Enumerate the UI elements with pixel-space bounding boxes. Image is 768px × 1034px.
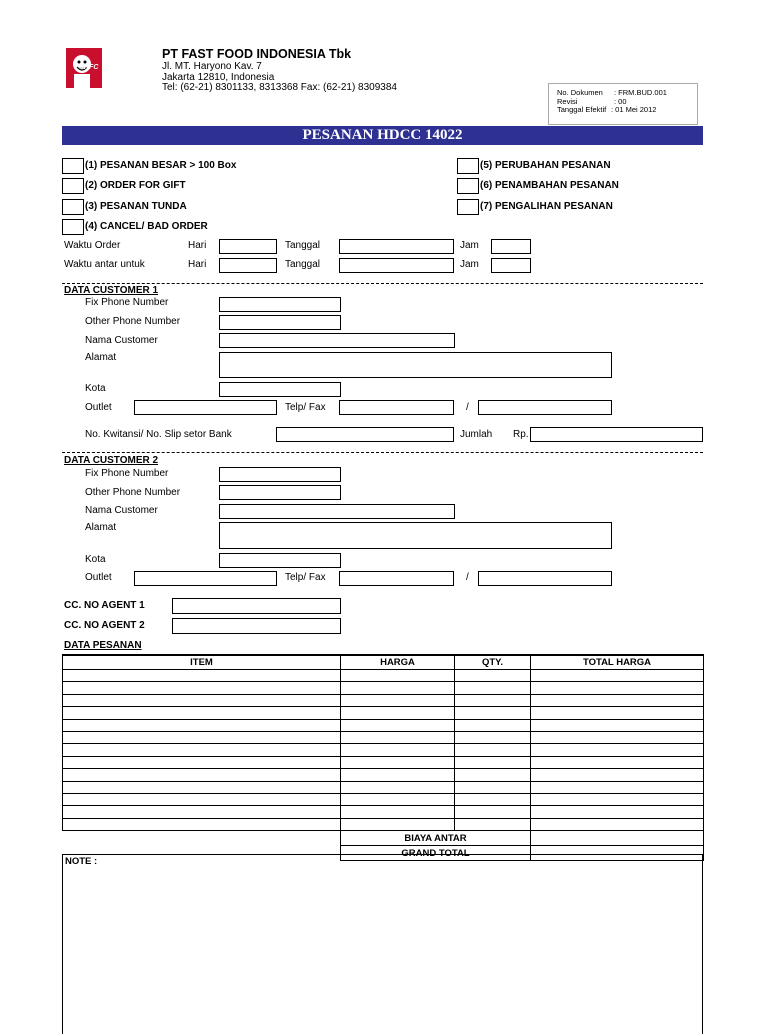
table-cell[interactable] [455,694,531,706]
delivery-time-label: Waktu antar untuk [64,259,145,270]
delivery-date-label: Tanggal [285,259,321,270]
table-cell[interactable] [341,707,455,719]
checkbox-option-7[interactable] [457,199,479,215]
c2-slash: / [466,572,469,583]
table-cell[interactable] [531,769,704,781]
table-cell[interactable] [531,793,704,805]
blank-cell [63,831,341,846]
option-6-label: (6) PENAMBAHAN PESANAN [480,180,619,191]
order-date-input[interactable] [339,239,454,254]
order-table [62,654,704,861]
c1-fix-phone-label: Fix Phone Number [85,297,169,308]
customer2-heading: DATA CUSTOMER 2 [64,455,159,466]
option-4-label: (4) CANCEL/ BAD ORDER [85,221,208,232]
c1-other-phone-label: Other Phone Number [85,316,181,327]
doc-info-box [548,83,698,125]
revision-value: : 00 [614,97,627,106]
table-cell[interactable] [63,806,341,818]
table-row[interactable] [63,744,704,756]
c2-fix-phone-label: Fix Phone Number [85,468,169,479]
checkbox-option-3[interactable] [62,199,84,215]
checkbox-option-1[interactable] [62,158,84,174]
table-cell[interactable] [63,756,341,768]
table-row[interactable] [63,769,704,781]
table-cell[interactable] [455,670,531,682]
agent2-input[interactable] [172,618,341,634]
table-cell[interactable] [63,769,341,781]
table-cell[interactable] [531,694,704,706]
table-cell[interactable] [341,744,455,756]
table-cell[interactable] [63,670,341,682]
col-total: TOTAL HARGA [531,655,704,670]
c2-fax-input[interactable] [478,571,612,586]
company-address-2: Jakarta 12810, Indonesia [162,72,275,83]
customer1-heading: DATA CUSTOMER 1 [64,285,159,296]
c2-city-label: Kota [85,554,106,565]
table-cell[interactable] [455,793,531,805]
agent1-label: CC. NO AGENT 1 [64,600,145,611]
option-7-label: (7) PENGALIHAN PESANAN [480,201,613,212]
c2-outlet-label: Outlet [85,572,112,583]
agent1-input[interactable] [172,598,341,614]
revision-label: Revisi [557,97,578,106]
table-cell[interactable] [63,731,341,743]
table-cell[interactable] [455,818,531,830]
delivery-fee-value[interactable] [531,831,704,846]
c2-telp-fax-label: Telp/ Fax [285,572,326,583]
table-cell[interactable] [63,719,341,731]
table-cell[interactable] [455,682,531,694]
company-phone: Tel: (62-21) 8301133, 8313368 Fax: (62-21) 8309384 [162,82,397,93]
c2-telp-input[interactable] [339,571,454,586]
page-title: PESANAN HDCC 14022 [302,127,463,143]
delivery-date-input[interactable] [339,258,454,273]
c1-city-label: Kota [85,383,106,394]
c2-outlet-input[interactable] [134,571,277,586]
c2-fix-phone-input[interactable] [219,467,341,482]
table-cell[interactable] [455,756,531,768]
grand-total-label: GRAND TOTAL [341,846,531,861]
table-row[interactable] [63,682,704,694]
table-cell[interactable] [63,682,341,694]
table-row[interactable] [63,731,704,743]
c2-address-input[interactable] [219,522,612,549]
c1-receipt-input[interactable] [276,427,454,442]
order-table-header [63,655,704,670]
table-row[interactable] [63,806,704,818]
c1-other-phone-input[interactable] [219,315,341,330]
table-cell[interactable] [341,719,455,731]
c2-name-label: Nama Customer [85,505,158,516]
table-row[interactable] [63,670,704,682]
c2-other-phone-input[interactable] [219,485,341,500]
table-cell[interactable] [455,731,531,743]
c1-name-label: Nama Customer [85,335,158,346]
table-cell[interactable] [341,793,455,805]
table-cell[interactable] [63,818,341,830]
table-cell[interactable] [531,806,704,818]
c1-amount-input[interactable] [530,427,703,442]
checkbox-option-2[interactable] [62,178,84,194]
kfc-logo [66,48,102,88]
table-row[interactable] [63,781,704,793]
note-box[interactable] [62,854,703,1034]
delivery-hour-label: Jam [460,259,479,270]
table-cell[interactable] [455,744,531,756]
effective-date-value: : 01 Mei 2012 [611,105,657,114]
col-qty: QTY. [455,655,531,670]
doc-no-value: : FRM.BUD.001 [614,88,667,97]
table-cell[interactable] [341,806,455,818]
delivery-day-label: Hari [188,259,207,270]
table-cell[interactable] [531,781,704,793]
table-cell[interactable] [531,744,704,756]
table-cell[interactable] [341,694,455,706]
doc-no-label: No. Dokumen [557,88,603,97]
note-label: NOTE : [65,856,98,867]
order-day-input[interactable] [219,239,277,254]
delivery-fee-label: BIAYA ANTAR [341,831,531,846]
c1-outlet-input[interactable] [134,400,277,415]
table-cell[interactable] [531,756,704,768]
table-row[interactable] [63,793,704,805]
order-heading: DATA PESANAN [64,640,142,651]
order-date-label: Tanggal [285,240,321,251]
c1-fax-input[interactable] [478,400,612,415]
c1-rp-label: Rp. [513,429,529,440]
c1-name-input[interactable] [219,333,455,348]
c2-address-label: Alamat [85,522,117,533]
c1-outlet-label: Outlet [85,402,112,413]
table-cell[interactable] [531,818,704,830]
table-cell[interactable] [531,719,704,731]
company-name: PT FAST FOOD INDONESIA Tbk [162,47,352,61]
table-cell[interactable] [455,769,531,781]
c1-address-input[interactable] [219,352,612,378]
logo-text: KFC [84,64,99,71]
table-cell[interactable] [455,806,531,818]
table-cell[interactable] [455,707,531,719]
c1-slash: / [466,402,469,413]
c1-amount-label: Jumlah [460,429,493,440]
order-hour-label: Jam [460,240,479,251]
delivery-fee-row [63,831,704,846]
table-cell[interactable] [455,719,531,731]
table-cell[interactable] [63,781,341,793]
divider [62,283,703,284]
delivery-hour-input[interactable] [491,258,531,273]
divider [62,452,703,453]
table-cell[interactable] [341,818,455,830]
company-address-1: Jl. MT. Haryono Kav. 7 [162,61,262,72]
table-cell[interactable] [63,793,341,805]
checkbox-option-5[interactable] [457,158,479,174]
table-cell[interactable] [341,682,455,694]
table-cell[interactable] [63,694,341,706]
table-cell[interactable] [531,731,704,743]
table-cell[interactable] [341,756,455,768]
agent2-label: CC. NO AGENT 2 [64,620,145,631]
table-cell[interactable] [63,744,341,756]
table-cell[interactable] [455,781,531,793]
table-row[interactable] [63,818,704,830]
delivery-day-input[interactable] [219,258,277,273]
table-row[interactable] [63,694,704,706]
c2-name-input[interactable] [219,504,455,519]
c1-telp-fax-label: Telp/ Fax [285,402,326,413]
table-cell[interactable] [531,707,704,719]
table-cell[interactable] [341,731,455,743]
effective-date-label: Tanggal Efektif [557,105,607,114]
table-cell[interactable] [341,781,455,793]
order-hour-input[interactable] [491,239,531,254]
c1-city-input[interactable] [219,382,341,397]
checkbox-option-6[interactable] [457,178,479,194]
order-time-label: Waktu Order [64,240,121,251]
option-2-label: (2) ORDER FOR GIFT [85,180,186,191]
table-cell[interactable] [341,670,455,682]
order-day-label: Hari [188,240,207,251]
table-cell[interactable] [341,769,455,781]
col-item: ITEM [63,655,341,670]
col-price: HARGA [341,655,455,670]
c2-city-input[interactable] [219,553,341,568]
option-5-label: (5) PERUBAHAN PESANAN [480,160,611,171]
table-row[interactable] [63,707,704,719]
title-bar [62,126,703,145]
c1-address-label: Alamat [85,352,117,363]
table-cell[interactable] [531,682,704,694]
c1-fix-phone-input[interactable] [219,297,341,312]
table-row[interactable] [63,719,704,731]
option-1-label: (1) PESANAN BESAR > 100 Box [85,160,237,171]
checkbox-option-4[interactable] [62,219,84,235]
c1-telp-input[interactable] [339,400,454,415]
table-row[interactable] [63,756,704,768]
c2-other-phone-label: Other Phone Number [85,487,181,498]
option-3-label: (3) PESANAN TUNDA [85,201,187,212]
table-cell[interactable] [63,707,341,719]
table-cell[interactable] [531,670,704,682]
c1-receipt-label: No. Kwitansi/ No. Slip setor Bank [85,429,232,440]
